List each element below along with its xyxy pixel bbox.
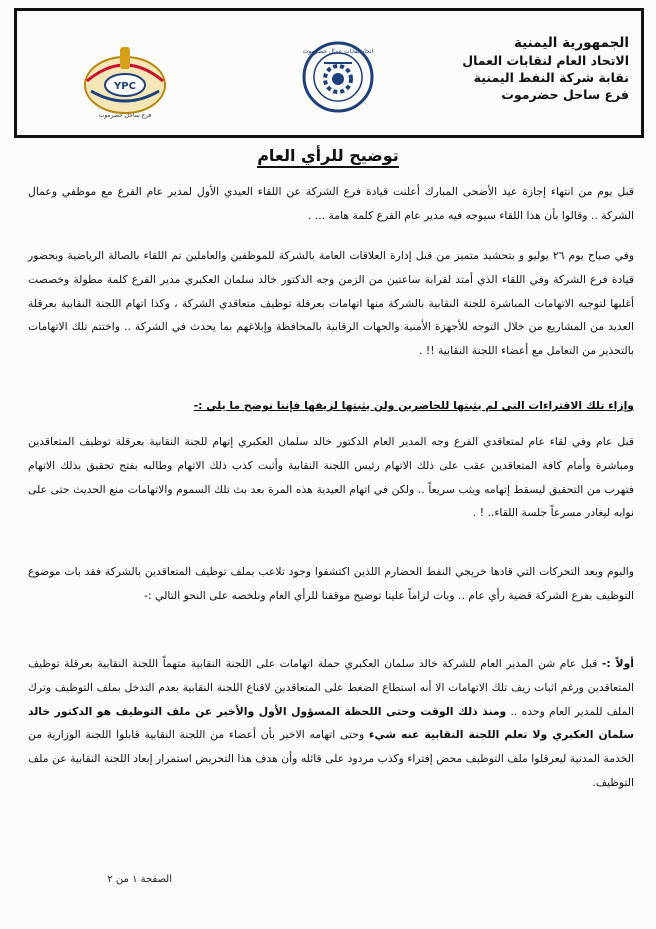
header-line-3: نقابة شركة النفط اليمنية — [473, 70, 629, 85]
paragraph-clarification-heading: وإزاء تلك الافتراءات التي لم يثبتها للحاضرين ولن يثبتها لزيفها فإننا نوضح ما يلي :- — [193, 399, 634, 412]
header-line-1: الجمهورية اليمنية — [513, 35, 629, 51]
page-title-text: توضيح للرأي العام — [257, 146, 399, 168]
paragraph-today: واليوم وبعد التحركات التي قادها خريجي النفط الحضارم اللذين اكتشفوا وجود تلاعب بملف توظيف المتعاقدين بالشركة فقد بات موضوع التوظيف بفرع الشركة قضية رأي عام .. وبات لزاماً علينا توضيح موقفنا للرأي العام ونلخصه على النحو التالي :- — [28, 565, 634, 602]
header-line-4: فرع ساحل حضرموت — [501, 87, 629, 102]
ypc-logo-caption: فرع ساحل حضرموت — [98, 112, 152, 119]
ypc-badge-text: YPC — [114, 81, 136, 92]
point-text-a: قبل عام شن المدير العام للشركة خالد سلمان العكبري حملة اتهامات على اللجنة النقابية متهماً اللجنة النقابية بعرقلة توظيف المتعاقدين ورغم اثبات زيف تلك الاتهامات الا أنه استطاع الضغط على المتعاقدين لاقناع اللجنة النقابية بعدم التدخل بملف التوظيف وترك الملف للمدير العام وحده .. — [28, 657, 634, 718]
union-emblem-icon — [302, 41, 374, 113]
paragraph-intro: قبل يوم من انتهاء إجازة عيد الأضحى المبارك أعلنت قيادة فرع الشركة عن اللقاء العيدي الأول لمدير عام الفرع مع موظفي وعمال الشركة .. وقالوا بأن هذا اللقاء سيوجه فيه مدير عام الفرع كلمة هامة ... . — [28, 185, 634, 222]
paragraph-meeting: وفي صباح يوم ٢٦ يوليو و بتحشيد متميز من قبل إدارة العلاقات العامة بالشركة للموظفين والعاملين تم اللقاء بالصالة الرياضية وبحضور قيادة فرع الشركة وفي اللقاء الذي أمتد لقرابة ساعتين من الزمن وجه الدكتور خالد سلمان العكبري مدير الفرع كلمة مطولة وخصصت أغلبها لتوجيه الاتهامات المباشرة للجنة النقابية بالشركة منها اتهامات بعرقلة توظيف متعاقدي الشركة ، وكذا اتهام اللجنة النقابية بعرقلة العديد من المشاريع من خلال التوجه للأجهزة الأمنية والجهات الرقابية بالمحافظة وإبلاغهم بما يحدث في الشركة .. واختتم تلك الاتهامات بالتحذير من التعامل مع أعضاء اللجنة النقابية !! . — [28, 249, 634, 358]
point-label: أولاً :- — [601, 657, 634, 670]
point-text-bold: ومنذ ذلك الوقت وحتى اللحظة المسؤول الأول والأخير عن ملف التوظيف هو الدكتور خالد سلمان العكبري ولا تعلم اللجنة النقابية عنه شيء — [28, 704, 634, 742]
page-title — [0, 146, 656, 165]
page-number: الصفحة ١ من ٢ — [107, 874, 172, 885]
header-line-2: الاتحاد العام لنقابات العمال — [462, 53, 629, 68]
point-text-b: وحتى اتهامه الاخير بأن أعضاء من اللجنة النقابية قابلوا اللجنة الوزارية من الخدمة المدنية ليعرقلوا ملف التوظيف محض إفتراء وكذب مردود على قائله وأن هدف هذا التحريض استمرار إبعاد اللجنة النقابية عن ملف التوظيف. — [28, 728, 634, 789]
paragraph-first-point — [28, 652, 634, 795]
paragraph-last-year: قبل عام وفي لقاء عام لمتعاقدي الفرع وجه المدير العام الدكتور خالد سلمان العكبري إتهام للجنة النقابية بعرقلة توظيف المتعاقدين ومباشرة وأمام كافة المتعاقدين عقب على ذلك الاتهام رئيس اللجنة النقابية وأثبت كذب ذلك الاتهام وطالبه بفتح تحقيق بذلك الاتهام فتهرب من التحقيق ليسقط إتهامه ويثب سريعاً .. ولكن في اتهام العيدية هذه المرة بعد بث تلك السموم والاتهامات منع الحديث حتى على نوابه ليغادر مسرعاً جلسة اللقاء.. ! . — [28, 435, 634, 520]
ypc-logo-icon — [77, 41, 173, 119]
union-emblem-caption: اتحاد نقابات عمال حضرموت — [302, 48, 374, 55]
letterhead-text — [462, 35, 629, 103]
letterhead — [14, 8, 644, 138]
